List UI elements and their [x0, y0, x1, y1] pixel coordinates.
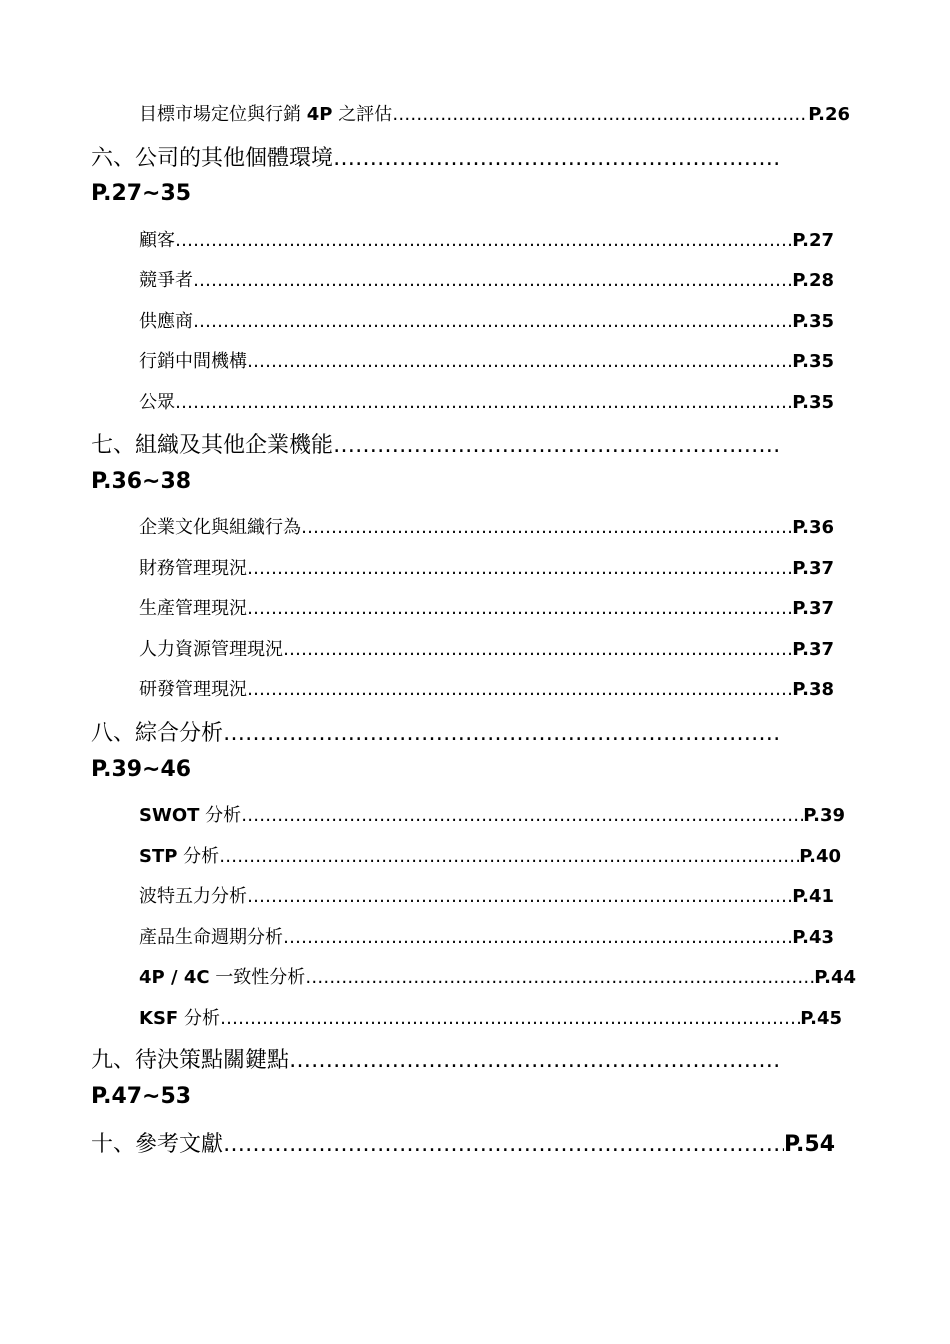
- toc-entry-page: P.26: [808, 104, 850, 125]
- toc-section-label: 八、綜合分析: [91, 721, 224, 746]
- toc-entry: [139, 513, 834, 539]
- toc-entry-page: P.43: [792, 927, 834, 948]
- toc-section-label: 九、待決策點關鍵點: [91, 1048, 290, 1073]
- toc-leader-dots: [247, 558, 792, 579]
- toc-entry-label: 生產管理現況: [139, 598, 247, 619]
- toc-entry-page: P.39: [803, 805, 845, 826]
- toc-leader-dots: [333, 146, 782, 171]
- toc-entry-label: 行銷中間機構: [139, 351, 247, 372]
- toc-entry: [139, 100, 850, 126]
- toc-leader-dots: [247, 886, 792, 907]
- toc-section-page: P.54: [783, 1132, 835, 1157]
- toc-leader-dots: [241, 805, 803, 826]
- toc-entry-label: 4P / 4C 一致性分析: [139, 967, 306, 988]
- toc-leader-dots: [175, 230, 792, 251]
- toc-entry: [139, 226, 834, 252]
- toc-entry-page: P.45: [800, 1008, 842, 1029]
- toc-section-range: P.39~46: [91, 757, 192, 782]
- toc-entry-label: 人力資源管理現況: [139, 639, 283, 660]
- toc-leader-dots: [247, 679, 792, 700]
- toc-entry-page: P.27: [792, 230, 834, 251]
- toc-leader-dots: [175, 392, 792, 413]
- toc-leader-dots: [305, 967, 814, 988]
- toc-section: [91, 141, 782, 172]
- toc-entry-label: 目標市場定位與行銷 4P 之評估: [139, 104, 393, 125]
- toc-entry-page: P.37: [792, 558, 834, 579]
- toc-entry-page: P.38: [792, 679, 834, 700]
- toc-section-label: 六、公司的其他個體環境: [91, 146, 334, 171]
- toc-entry-page: P.44: [814, 967, 856, 988]
- toc-entry: [139, 307, 834, 333]
- toc-entry-page: P.41: [792, 886, 834, 907]
- toc-entry: [139, 675, 834, 701]
- toc-entry-label: STP 分析: [139, 846, 220, 867]
- toc-entry-label: SWOT 分析: [139, 805, 242, 826]
- toc-entry: [139, 554, 834, 580]
- toc-entry-page: P.36: [792, 517, 834, 538]
- toc-leader-dots: [289, 1048, 782, 1073]
- toc-leader-dots: [333, 433, 782, 458]
- toc-entry-page: P.40: [799, 846, 841, 867]
- toc-entry-label: 研發管理現況: [139, 679, 247, 700]
- toc-entry: [139, 801, 845, 827]
- toc-entry-label: 公眾: [139, 392, 175, 413]
- toc-section-range: P.27~35: [91, 181, 192, 206]
- toc-entry-page: P.37: [792, 639, 834, 660]
- toc-section-label: 十、參考文獻: [91, 1132, 224, 1157]
- toc-entry-label: 供應商: [139, 311, 193, 332]
- toc-entry-label: 波特五力分析: [139, 886, 247, 907]
- toc-leader-dots: [301, 517, 792, 538]
- toc-entry-page: P.35: [792, 392, 834, 413]
- toc-leader-dots: [392, 104, 808, 125]
- toc-leader-dots: [247, 351, 792, 372]
- toc-leader-dots: [193, 270, 792, 291]
- toc-section-range: P.36~38: [91, 469, 192, 494]
- toc-entry-label: 競爭者: [139, 270, 193, 291]
- toc-section: [91, 1043, 782, 1074]
- toc-section: [91, 716, 782, 747]
- toc-entry: [139, 963, 856, 989]
- toc-entry-label: 產品生命週期分析: [139, 927, 283, 948]
- toc-leader-dots: [219, 846, 799, 867]
- toc-leader-dots: [193, 311, 792, 332]
- toc-entry-label: 財務管理現況: [139, 558, 247, 579]
- toc-leader-dots: [223, 1132, 784, 1157]
- toc-leader-dots: [220, 1008, 800, 1029]
- toc-section-range: P.47~53: [91, 1084, 192, 1109]
- toc-entry: [139, 635, 834, 661]
- toc-leader-dots: [283, 639, 792, 660]
- toc-section: [91, 1127, 835, 1158]
- toc-entry: [139, 266, 834, 292]
- toc-section-label: 七、組織及其他企業機能: [91, 433, 334, 458]
- toc-entry: [139, 1004, 842, 1030]
- toc-entry: [139, 882, 834, 908]
- toc-entry-label: KSF 分析: [139, 1008, 220, 1029]
- toc-entry-page: P.37: [792, 598, 834, 619]
- toc-entry: [139, 842, 841, 868]
- toc-leader-dots: [247, 598, 792, 619]
- toc-entry-page: P.28: [792, 270, 834, 291]
- toc-entry-page: P.35: [792, 311, 834, 332]
- toc-entry: [139, 594, 834, 620]
- toc-leader-dots: [283, 927, 792, 948]
- toc-entry-page: P.35: [792, 351, 834, 372]
- toc-entry: [139, 347, 834, 373]
- toc-entry-label: 顧客: [139, 230, 175, 251]
- toc-entry-label: 企業文化與組織行為: [139, 517, 301, 538]
- toc-entry: [139, 388, 834, 414]
- toc-leader-dots: [223, 721, 782, 746]
- toc-section: [91, 428, 782, 459]
- toc-entry: [139, 923, 834, 949]
